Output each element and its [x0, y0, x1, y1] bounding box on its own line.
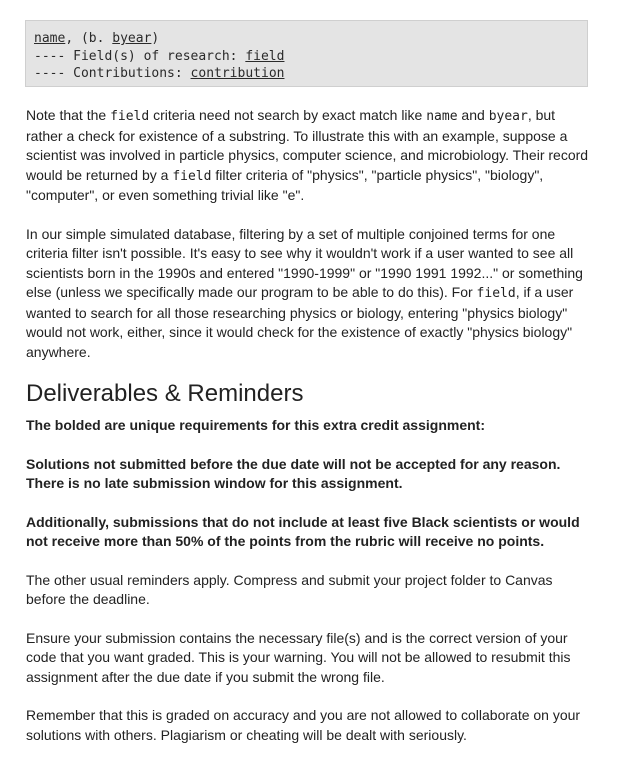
inline-code: name: [426, 109, 458, 124]
code-name: name: [34, 31, 66, 46]
text: , but rather a check for existence of a substring. To illustrate this with an example, suppose a scientist was involved in particle physics, computer science, and microbiology. Their record would be returned by a: [26, 107, 589, 183]
inline-code: field: [476, 286, 516, 301]
field-criteria-paragraph: [26, 106, 592, 206]
code-contrib-label: ---- Contributions:: [34, 66, 191, 81]
integrity-paragraph: Remember that this is graded on accuracy and you are not allowed to collaborate on your solutions with others. Plagiarism or cheating will be dealt with seriously.: [26, 707, 581, 743]
code-field-label: ---- Field(s) of research:: [34, 48, 246, 64]
text: Note that the: [26, 107, 111, 123]
text: , if a user wanted to search for all those researching physics or biology, entering "physics biology" would not work, either, since it would check for the existence of exactly "physics biology" anywhere.: [26, 284, 574, 360]
reminder-paragraph: The other usual reminders apply. Compress and submit your project folder to Canvas before the deadline.: [26, 571, 553, 607]
inline-code: field: [110, 109, 150, 124]
document-body: [26, 106, 592, 745]
inline-code: byear: [488, 109, 528, 124]
code-close: ): [151, 31, 160, 46]
text: filter criteria of "physics", "particle physics", "biology", "computer", or even something trivial like "e".: [26, 166, 544, 203]
inline-code: field: [172, 168, 212, 184]
bold-requirement-intro: The bolded are unique requirements for this extra credit assignment:: [26, 417, 485, 433]
submission-paragraph: Ensure your submission contains the necessary file(s) and is the correct version of your code that you want graded. This is your warning. You will not be allowed to resubmit this assignment after the due date if you submit the wrong file.: [26, 629, 571, 685]
bold-requirement-scientists: Additionally, submissions that do not include at least five Black scientists or would not receive more than 50% of the points from the rubric will receive no points.: [26, 513, 580, 549]
code-contribution: contribution: [190, 66, 285, 81]
database-paragraph: [26, 225, 592, 363]
code-field: field: [245, 48, 285, 64]
bold-requirement-deadline: Solutions not submitted before the due date will not be accepted for any reason. There is no late submission window for this assignment.: [26, 455, 561, 491]
code-byear: byear: [112, 31, 152, 46]
text: and: [457, 107, 489, 123]
code-block: [25, 20, 588, 87]
section-heading: Deliverables & Reminders: [26, 380, 304, 407]
code-sep: , (b.: [65, 31, 113, 46]
text: criteria need not search by exact match like: [149, 107, 427, 123]
text: In our simple simulated database, filtering by a set of multiple conjoined terms for one criteria filter isn't possible. It's easy to see why it wouldn't work if a user wanted to see all scientists born in the 1990s and entered "1990-1999" or "1990 1991 1992..." or something else (unless we specifically made our program to be able to do this). For: [26, 225, 583, 300]
